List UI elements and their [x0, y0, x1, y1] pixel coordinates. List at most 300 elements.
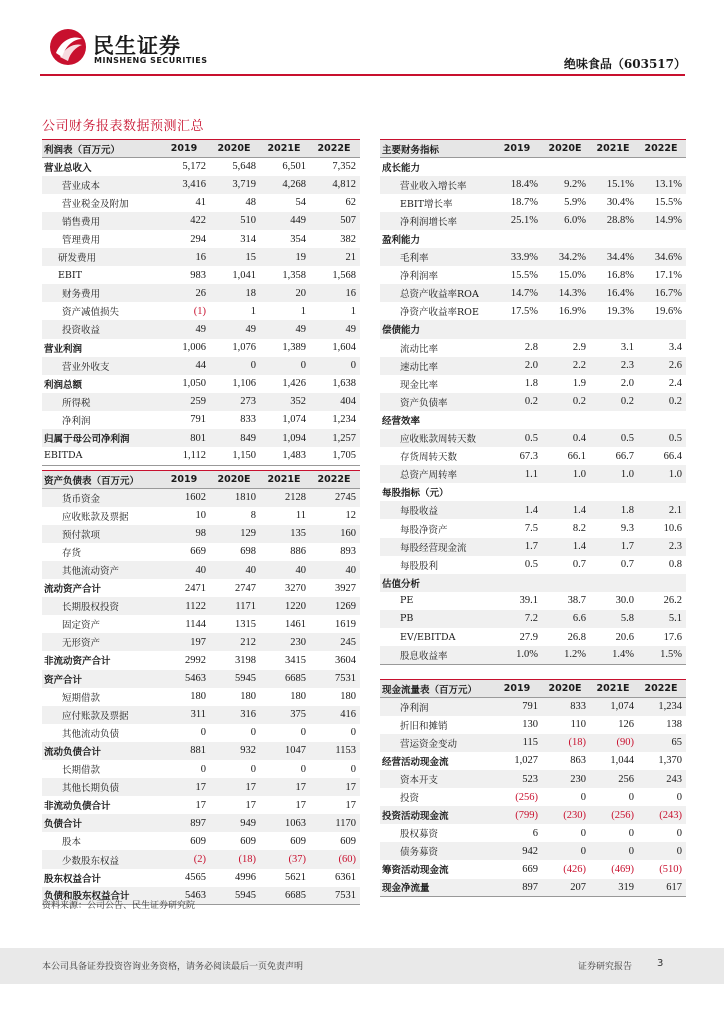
value-cell: 1,358: [282, 269, 306, 281]
value-cell: 1: [350, 305, 356, 317]
value-cell: 0: [300, 727, 306, 739]
value-cell: 1047: [260, 742, 310, 760]
value-cell: 1,074: [590, 698, 638, 716]
value-cell: 1.4: [542, 501, 590, 519]
value-cell: 0: [590, 842, 638, 860]
value-cell: 26: [160, 284, 210, 302]
table-row: [42, 615, 360, 633]
value-cell: 49: [310, 320, 360, 338]
value-cell: 30.0: [615, 595, 634, 607]
value-cell: 1,074: [282, 414, 306, 426]
table-row: [380, 824, 686, 842]
value-cell: [542, 320, 590, 338]
value-cell: 0: [628, 827, 634, 839]
value-cell: (510): [659, 863, 682, 875]
value-cell: 1,006: [182, 342, 206, 354]
value-cell: 243: [638, 770, 686, 788]
value-cell: (1): [193, 305, 206, 317]
value-cell: [590, 158, 638, 176]
table-row: [42, 543, 360, 561]
value-cell: 1063: [260, 814, 310, 832]
value-cell: 1,234: [638, 698, 686, 716]
table-row: [380, 646, 686, 664]
table-row: [380, 230, 686, 248]
value-cell: 16.9%: [558, 305, 586, 317]
value-cell: 849: [210, 429, 260, 447]
year-header-cell: 2021E: [590, 680, 638, 698]
row-label: 速动比率: [380, 357, 494, 375]
year-header-cell: 2020E: [210, 140, 260, 158]
value-cell: 0.4: [542, 429, 590, 447]
value-cell: 609: [340, 835, 356, 847]
year-header-cell: 2022E: [310, 471, 360, 489]
value-cell: 1,112: [160, 447, 210, 465]
value-cell: 39.1: [519, 595, 538, 607]
value-cell: 40: [260, 561, 310, 579]
value-cell: 16: [310, 284, 360, 302]
table-row: [380, 698, 686, 716]
value-cell: 6.6: [542, 610, 590, 628]
value-cell: 983: [190, 269, 206, 281]
footer-disclaimer: 本公司具备证券投资咨询业务资格，请务必阅读最后一页免责声明: [42, 962, 304, 972]
value-cell: 0.5: [494, 429, 542, 447]
value-cell: 9.2%: [542, 176, 590, 194]
value-cell: 19: [260, 248, 310, 266]
value-cell: 1: [300, 305, 306, 317]
value-cell: 4,812: [310, 176, 360, 194]
row-label: 净资产收益率ROE: [400, 307, 479, 319]
row-label: 应收账款及票据: [62, 511, 129, 523]
value-cell: 2.1: [638, 501, 686, 519]
table-row: [380, 842, 686, 860]
value-cell: 1,568: [332, 269, 356, 281]
value-cell: 3415: [285, 654, 306, 666]
value-cell: [494, 483, 542, 501]
row-label: 偿债能力: [380, 320, 494, 338]
table-title-cell: 主要财务指标: [380, 140, 494, 158]
row-label: EBIT: [58, 269, 83, 281]
cash-flow-table: [380, 679, 686, 897]
value-cell: 1: [250, 305, 256, 317]
value-cell: 416: [310, 706, 360, 724]
row-label: 经营活动现金流: [382, 756, 449, 768]
value-cell: 1122: [160, 597, 210, 615]
table-row: [42, 393, 360, 411]
value-cell: 15: [210, 248, 260, 266]
row-label: 负债合计: [42, 814, 160, 832]
key-indicators-table: [380, 139, 686, 665]
row-label: 无形资产: [42, 633, 160, 651]
table-row: [42, 869, 360, 887]
value-cell: 1,050: [182, 378, 206, 390]
value-cell: 8: [250, 510, 256, 522]
row-label: 长期借款: [62, 765, 101, 777]
year-header-cell: 2021E: [590, 140, 638, 158]
value-cell: 17: [160, 778, 210, 796]
year-header-cell: 2019: [160, 140, 210, 158]
value-cell: 2.8: [524, 342, 538, 354]
value-cell: 2745: [310, 489, 360, 507]
row-label: 成长能力: [382, 162, 421, 174]
value-cell: 1.0: [590, 465, 638, 483]
value-cell: 245: [310, 633, 360, 651]
table-header-row: [380, 140, 686, 158]
row-label: 投资活动现金流: [380, 806, 494, 824]
value-cell: 16.7%: [638, 284, 686, 302]
value-cell: 12: [345, 510, 356, 522]
value-cell: 17: [195, 799, 206, 811]
table-row: [42, 832, 360, 850]
value-cell: 1,234: [332, 414, 356, 426]
brand-name-cn: 民生证券: [93, 34, 181, 58]
row-label: 归属于母公司净利润: [42, 429, 160, 447]
row-label: 每股收益: [380, 501, 494, 519]
table-row: [380, 176, 686, 194]
value-cell: 0.8: [668, 559, 682, 571]
table-row: [42, 320, 360, 338]
value-cell: 2.2: [542, 357, 590, 375]
value-cell: (799): [494, 806, 542, 824]
value-cell: 0: [250, 727, 256, 739]
value-cell: 3604: [335, 654, 356, 666]
value-cell: 294: [190, 233, 206, 245]
row-label: 营业成本: [42, 176, 160, 194]
value-cell: 5463: [160, 670, 210, 688]
value-cell: 404: [310, 393, 360, 411]
value-cell: 4,268: [260, 176, 310, 194]
table-row: [380, 302, 686, 320]
value-cell: 49: [260, 320, 310, 338]
value-cell: 881: [160, 742, 210, 760]
table-row: [380, 628, 686, 646]
value-cell: (243): [638, 806, 686, 824]
value-cell: 0: [250, 763, 256, 775]
value-cell: 2128: [260, 489, 310, 507]
value-cell: 197: [160, 633, 210, 651]
value-cell: 67.3: [519, 450, 538, 462]
row-label: 其他长期负债: [42, 778, 160, 796]
row-label: 负债和股东权益合计: [42, 887, 160, 905]
value-cell: [542, 230, 590, 248]
table-row: [42, 633, 360, 651]
value-cell: 0: [350, 727, 356, 739]
value-cell: 7531: [310, 887, 360, 905]
value-cell: 3270: [285, 582, 306, 594]
table-row: [42, 266, 360, 284]
value-cell: 41: [195, 197, 206, 209]
value-cell: (2): [160, 850, 210, 868]
table-row: [380, 465, 686, 483]
row-label: 其他流动资产: [42, 561, 160, 579]
value-cell: 25.1%: [494, 212, 542, 230]
row-label: 折旧和摊销: [400, 720, 448, 732]
value-cell: 1144: [185, 618, 206, 630]
row-label: 净利润: [380, 698, 494, 716]
value-cell: [542, 483, 590, 501]
value-cell: 1.4: [542, 538, 590, 556]
value-cell: 0: [580, 827, 586, 839]
year-header-cell: 2020E: [542, 140, 590, 158]
stock-name: 绝味食品（603517）: [563, 57, 686, 71]
value-cell: [638, 411, 686, 429]
table-row: [380, 734, 686, 752]
table-row: [380, 752, 686, 770]
value-cell: 5.8: [590, 610, 638, 628]
minsheng-logo-icon: [48, 27, 88, 67]
value-cell: 34.6%: [638, 248, 686, 266]
value-cell: 54: [295, 197, 306, 209]
table-row: [42, 429, 360, 447]
row-label: 每股股利: [400, 560, 439, 572]
value-cell: 897: [160, 814, 210, 832]
value-cell: 314: [240, 233, 256, 245]
value-cell: 1,370: [658, 755, 682, 767]
value-cell: (18): [210, 850, 260, 868]
value-cell: 382: [340, 233, 356, 245]
value-cell: 3927: [335, 582, 356, 594]
value-cell: 1,638: [332, 378, 356, 390]
table-row: [380, 339, 686, 357]
value-cell: 273: [210, 393, 260, 411]
value-cell: 15.5%: [510, 269, 538, 281]
value-cell: [590, 483, 638, 501]
value-cell: 5621: [285, 872, 306, 884]
row-label: EV/EBITDA: [400, 631, 456, 643]
value-cell: 2.3: [590, 357, 638, 375]
value-cell: 65: [638, 734, 686, 752]
row-label: 投资: [400, 793, 420, 805]
value-cell: [494, 230, 542, 248]
table-title-cell: 资产负债表（百万元）: [42, 471, 160, 489]
value-cell: 33.9%: [494, 248, 542, 266]
value-cell: 1,150: [210, 447, 260, 465]
row-label: 少数股东权益: [42, 850, 160, 868]
table-row: [380, 519, 686, 537]
value-cell: 135: [260, 525, 310, 543]
value-cell: 180: [190, 691, 206, 703]
table-row: [42, 778, 360, 796]
value-cell: 0.5: [590, 429, 638, 447]
row-label: 销售费用: [42, 212, 160, 230]
row-label: 财务费用: [42, 284, 160, 302]
value-cell: 10: [195, 510, 206, 522]
value-cell: 1,483: [260, 447, 310, 465]
value-cell: 17: [245, 799, 256, 811]
row-label: 利润总额: [44, 379, 83, 391]
value-cell: 449: [260, 212, 310, 230]
value-cell: 1315: [235, 618, 256, 630]
table-row: [42, 248, 360, 266]
row-label: 毛利率: [380, 248, 494, 266]
row-label: 每股经营现金流: [380, 538, 494, 556]
value-cell: 6361: [335, 872, 356, 884]
value-cell: 6,501: [282, 161, 306, 173]
income-statement-table: [42, 139, 360, 466]
row-label: 净利润: [62, 415, 91, 427]
value-cell: 897: [494, 879, 542, 897]
value-cell: 138: [666, 719, 682, 731]
value-cell: 49: [160, 320, 210, 338]
row-label: 营运资金变动: [380, 734, 494, 752]
value-cell: 27.9: [519, 631, 538, 643]
row-label: 每股指标（元）: [382, 488, 449, 500]
table-row: [380, 429, 686, 447]
value-cell: 507: [310, 212, 360, 230]
table-row: [42, 724, 360, 742]
table-header-row: [42, 140, 360, 158]
year-header-cell: 2021E: [260, 471, 310, 489]
table-row: [380, 248, 686, 266]
value-cell: 0.7: [620, 559, 634, 571]
value-cell: 0: [676, 827, 682, 839]
value-cell: 17: [210, 778, 260, 796]
year-header-cell: 2019: [494, 680, 542, 698]
value-cell: 1,426: [282, 378, 306, 390]
row-label: 研发费用: [42, 248, 160, 266]
value-cell: 1.9: [572, 378, 586, 390]
year-header-cell: 2021E: [260, 140, 310, 158]
value-cell: 0.5: [638, 429, 686, 447]
table-row: [380, 266, 686, 284]
table-row: [380, 375, 686, 393]
row-label: PE: [400, 595, 414, 607]
value-cell: 18: [210, 284, 260, 302]
value-cell: 801: [160, 429, 210, 447]
value-cell: 0: [310, 357, 360, 375]
value-cell: [590, 411, 638, 429]
year-header-cell: 2022E: [638, 140, 686, 158]
row-label: 股权募资: [400, 829, 439, 841]
row-label: 非流动负债合计: [44, 801, 111, 813]
table-row: [380, 716, 686, 734]
section-title: 公司财务报表数据预测汇总: [42, 119, 205, 134]
value-cell: 180: [240, 691, 256, 703]
value-cell: 1.7: [590, 538, 638, 556]
row-label: 资产负债率: [380, 393, 494, 411]
value-cell: (18): [542, 734, 590, 752]
value-cell: 230: [260, 633, 310, 651]
row-label: 总资产周转率: [380, 465, 494, 483]
brand-name-en: MINSHENG SECURITIES: [94, 56, 208, 65]
table-row: [380, 574, 686, 592]
value-cell: 354: [290, 233, 306, 245]
row-label: 投资收益: [42, 320, 160, 338]
value-cell: 863: [570, 755, 586, 767]
value-cell: 1171: [210, 597, 260, 615]
value-cell: 1170: [310, 814, 360, 832]
value-cell: 40: [310, 561, 360, 579]
table-row: [380, 860, 686, 878]
value-cell: 20.6: [615, 631, 634, 643]
value-cell: 17.6: [663, 631, 682, 643]
value-cell: 6: [532, 827, 538, 839]
value-cell: 949: [210, 814, 260, 832]
value-cell: 18.7%: [510, 197, 538, 209]
value-cell: 311: [160, 706, 210, 724]
value-cell: [494, 574, 542, 592]
table-row: [42, 706, 360, 724]
value-cell: 1269: [310, 597, 360, 615]
row-label: 经营效率: [382, 415, 421, 427]
value-cell: 0: [300, 763, 306, 775]
value-cell: 14.7%: [494, 284, 542, 302]
value-cell: 609: [190, 835, 206, 847]
value-cell: 17.1%: [654, 269, 682, 281]
value-cell: 1.4: [494, 501, 542, 519]
value-cell: 523: [494, 770, 542, 788]
value-cell: 4565: [185, 872, 206, 884]
value-cell: [590, 574, 638, 592]
value-cell: [638, 158, 686, 176]
header-divider: [40, 74, 685, 76]
table-row: [42, 489, 360, 507]
value-cell: 1619: [335, 618, 356, 630]
value-cell: 7.2: [494, 610, 542, 628]
value-cell: 2471: [185, 582, 206, 594]
value-cell: 0.5: [524, 559, 538, 571]
value-cell: 5945: [210, 887, 260, 905]
value-cell: 1.8: [524, 378, 538, 390]
value-cell: 8.2: [572, 523, 586, 535]
year-header-cell: 2019: [494, 140, 542, 158]
row-label: 总资产收益率ROA: [380, 284, 494, 302]
value-cell: 1.0: [542, 465, 590, 483]
row-label: 估值分析: [380, 574, 494, 592]
table-row: [380, 501, 686, 519]
row-label: 营业利润: [44, 343, 83, 355]
value-cell: 4996: [235, 872, 256, 884]
value-cell: 44: [160, 357, 210, 375]
value-cell: [638, 320, 686, 338]
value-cell: 15.0%: [558, 269, 586, 281]
value-cell: 1.0: [638, 465, 686, 483]
value-cell: 1.1: [494, 465, 542, 483]
value-cell: 115: [494, 734, 542, 752]
value-cell: [494, 411, 542, 429]
value-cell: 34.4%: [590, 248, 638, 266]
row-label: 货币资金: [42, 489, 160, 507]
table-row: [42, 357, 360, 375]
table-row: [42, 339, 360, 357]
table-title-cell: 利润表（百万元）: [42, 140, 160, 158]
value-cell: 942: [494, 842, 542, 860]
row-label: 流动比率: [400, 343, 439, 355]
value-cell: 19.3%: [606, 305, 634, 317]
value-cell: 1,257: [310, 429, 360, 447]
row-label: 应付账款及票据: [42, 706, 160, 724]
value-cell: 791: [494, 698, 542, 716]
value-cell: 160: [310, 525, 360, 543]
table-row: [380, 194, 686, 212]
value-cell: 0.2: [542, 393, 590, 411]
table-header-row: [380, 680, 686, 698]
value-cell: [638, 483, 686, 501]
value-cell: 0: [200, 727, 206, 739]
table-row: [42, 176, 360, 194]
value-cell: 0.7: [572, 559, 586, 571]
value-cell: 18.4%: [494, 176, 542, 194]
value-cell: 1,106: [232, 378, 256, 390]
table-row: [380, 212, 686, 230]
value-cell: 15.1%: [590, 176, 638, 194]
value-cell: 7,352: [332, 161, 356, 173]
value-cell: 10.6: [663, 523, 682, 535]
row-label: 营业外收支: [42, 357, 160, 375]
value-cell: 66.4: [663, 450, 682, 462]
table-row: [42, 302, 360, 320]
value-cell: 5.1: [638, 610, 686, 628]
value-cell: 2.3: [638, 538, 686, 556]
